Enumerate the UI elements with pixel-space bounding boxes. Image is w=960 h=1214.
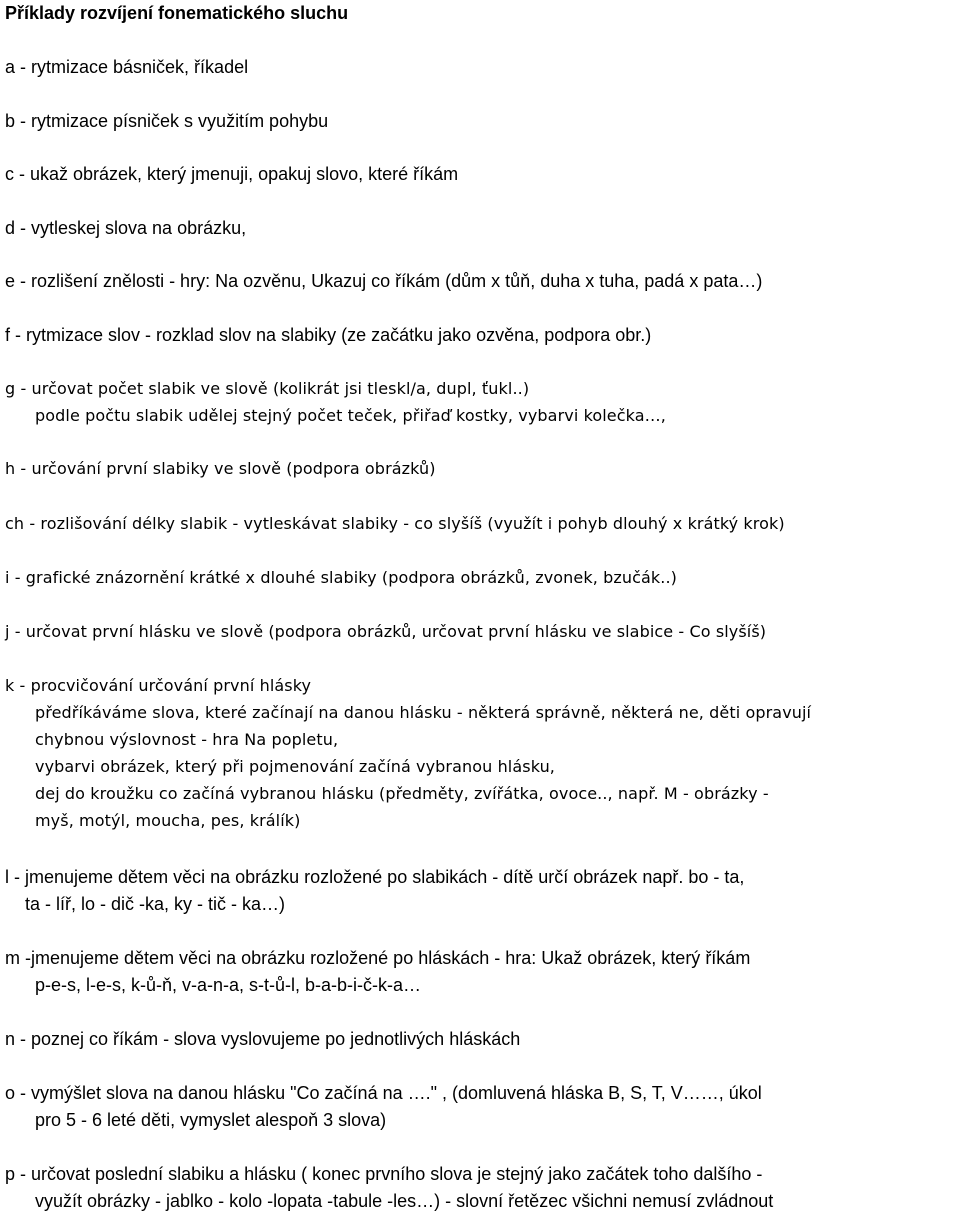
item-k-line-2: předříkáváme slova, které začínají na danou hlásku - některá správně, některá ne, děti opravují	[35, 703, 812, 722]
item-k-line-6: myš, motýl, moucha, pes, králík)	[35, 811, 301, 830]
item-k-line-4: vybarvi obrázek, který při pojmenování začíná vybranou hlásku,	[35, 757, 555, 776]
item-d: d - vytleskej slova na obrázku,	[5, 218, 247, 238]
item-l-line-2: ta - líř, lo - dič -ka, ky - tič - ka…)	[25, 894, 286, 914]
item-b: b - rytmizace písniček s využitím pohybu	[5, 111, 329, 131]
document-title: Příklady rozvíjení fonematického sluchu	[5, 3, 349, 23]
item-ch: ch - rozlišování délky slabik - vytleskávat slabiky - co slyšíš (využít i pohyb dlouhý x krátký krok)	[5, 514, 785, 533]
item-m-line-1: m -jmenujeme dětem věci na obrázku rozložené po hláskách - hra: Ukaž obrázek, který říkám	[5, 948, 751, 968]
item-o-line-2: pro 5 - 6 leté děti, vymyslet alespoň 3 slova)	[35, 1110, 387, 1130]
item-m-line-2: p-e-s, l-e-s, k-ů-ň, v-a-n-a, s-t-ů-l, b-a-b-i-č-k-a…	[35, 975, 422, 995]
item-g-line-2: podle počtu slabik udělej stejný počet teček, přiřaď kostky, vybarvi kolečka…,	[35, 406, 666, 425]
item-i: i - grafické znázornění krátké x dlouhé slabiky (podpora obrázků, zvonek, bzučák..)	[5, 568, 677, 587]
item-e: e - rozlišení znělosti - hry: Na ozvěnu, Ukazuj co říkám (dům x tůň, duha x tuha, padá x pata…)	[5, 271, 763, 291]
item-o-line-1: o - vymýšlet slova na danou hlásku "Co začíná na …." , (domluvená hláska B, S, T, V……, úkol	[5, 1083, 762, 1103]
item-k-line-5: dej do kroužku co začíná vybranou hlásku (předměty, zvířátka, ovoce.., např. M - obrázky -	[35, 784, 769, 803]
item-n: n - poznej co říkám - slova vyslovujeme po jednotlivých hláskách	[5, 1029, 521, 1049]
item-a: a - rytmizace básniček, říkadel	[5, 57, 249, 77]
item-p-line-2: využít obrázky - jablko - kolo -lopata -tabule -les…) - slovní řetězec všichni nemusí zvládnout	[35, 1191, 774, 1211]
item-k-line-1: k - procvičování určování první hlásky	[5, 676, 312, 695]
item-f: f - rytmizace slov - rozklad slov na slabiky (ze začátku jako ozvěna, podpora obr.)	[5, 325, 652, 345]
item-c: c - ukaž obrázek, který jmenuji, opakuj slovo, které říkám	[5, 164, 459, 184]
item-l-line-1: l - jmenujeme dětem věci na obrázku rozložené po slabikách - dítě určí obrázek např. bo - ta,	[5, 867, 745, 887]
item-h: h - určování první slabiky ve slově (podpora obrázků)	[5, 459, 436, 478]
item-j: j - určovat první hlásku ve slově (podpora obrázků, určovat první hlásku ve slabice - Co slyšíš)	[5, 622, 767, 641]
item-k-line-3: chybnou výslovnost - hra Na popletu,	[35, 730, 339, 749]
item-g-line-1: g - určovat počet slabik ve slově (kolikrát jsi tleskl/a, dupl, ťukl..)	[5, 379, 530, 398]
item-p-line-1: p - určovat poslední slabiku a hlásku ( konec prvního slova je stejný jako začátek toho dalšího -	[5, 1164, 763, 1184]
